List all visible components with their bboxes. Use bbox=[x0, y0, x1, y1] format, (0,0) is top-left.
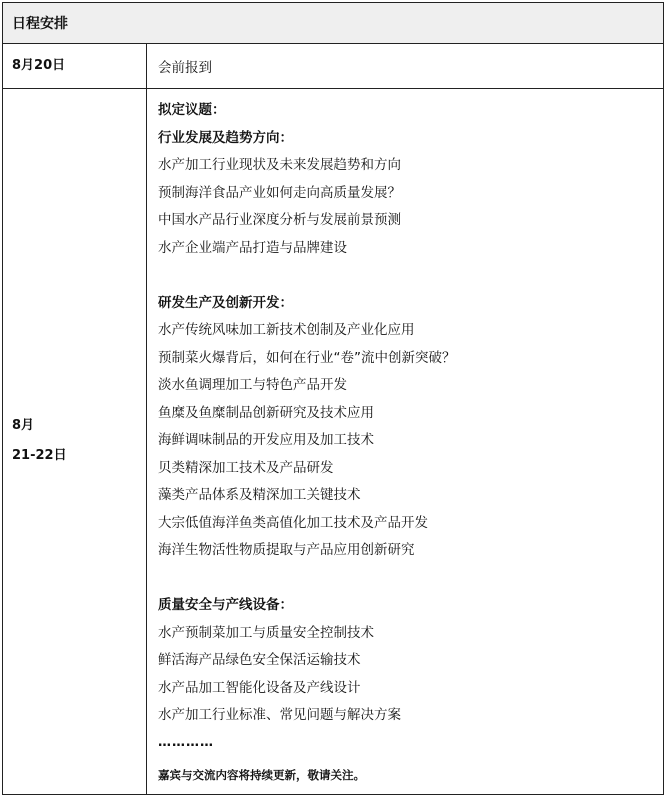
section-heading: 研发生产及创新开发： bbox=[158, 294, 293, 311]
spacer bbox=[158, 565, 663, 593]
list-item: 水产加工行业标准、常见问题与解决方案 bbox=[158, 707, 401, 723]
list-item: 水产企业端产品打造与品牌建设 bbox=[158, 239, 347, 256]
date-cell: 8月20日 bbox=[3, 44, 147, 89]
spacer bbox=[158, 262, 663, 290]
table-row bbox=[3, 44, 664, 89]
list-item: 水产预制菜加工与质量安全控制技术 bbox=[158, 624, 374, 641]
agenda-cell bbox=[147, 89, 664, 795]
list-item: 水产传统风味加工新技术创制及产业化应用 bbox=[158, 322, 415, 338]
list-item: 海洋生物活性物质提取与产品应用创新研究 bbox=[158, 542, 415, 558]
section-heading: 质量安全与产线设备： bbox=[158, 597, 293, 613]
section-heading: 行业发展及趋势方向： bbox=[158, 129, 293, 146]
schedule-table bbox=[2, 2, 664, 795]
ellipsis: ………… bbox=[158, 734, 214, 750]
list-item: 淡水鱼调理加工与特色产品开发 bbox=[158, 377, 347, 393]
header-row bbox=[3, 3, 664, 44]
list-item: 水产品加工智能化设备及产线设计 bbox=[158, 679, 361, 696]
list-item: 鲜活海产品绿色安全保活运输技术 bbox=[158, 652, 361, 668]
list-item: 贝类精深加工技术及产品研发 bbox=[158, 459, 334, 476]
update-note: 嘉宾与交流内容将持续更新，敬请关注。 bbox=[158, 767, 365, 782]
content-cell: 会前报到 bbox=[147, 44, 664, 89]
list-item: 预制菜火爆背后，如何在行业“卷”流中创新突破？ bbox=[158, 349, 456, 366]
date-cell bbox=[3, 89, 147, 795]
date-month: 8月 bbox=[12, 418, 35, 434]
list-item: 水产加工行业现状及未来发展趋势和方向 bbox=[158, 157, 401, 173]
agenda-intro: 拟定议题： bbox=[158, 102, 226, 118]
list-item: 藻类产品体系及精深加工关键技术 bbox=[158, 487, 361, 503]
list-item: 中国水产品行业深度分析与发展前景预测 bbox=[158, 212, 401, 228]
schedule-title: 日程安排 bbox=[3, 3, 664, 44]
table-row bbox=[3, 89, 664, 795]
list-item: 海鲜调味制品的开发应用及加工技术 bbox=[158, 432, 374, 448]
list-item: 鱼糜及鱼糜制品创新研究及技术应用 bbox=[158, 404, 374, 421]
list-item: 大宗低值海洋鱼类高值化加工技术及产品开发 bbox=[158, 514, 428, 531]
list-item: 预制海洋食品产业如何走向高质量发展？ bbox=[158, 184, 401, 201]
date-days: 21-22日 bbox=[12, 448, 67, 464]
